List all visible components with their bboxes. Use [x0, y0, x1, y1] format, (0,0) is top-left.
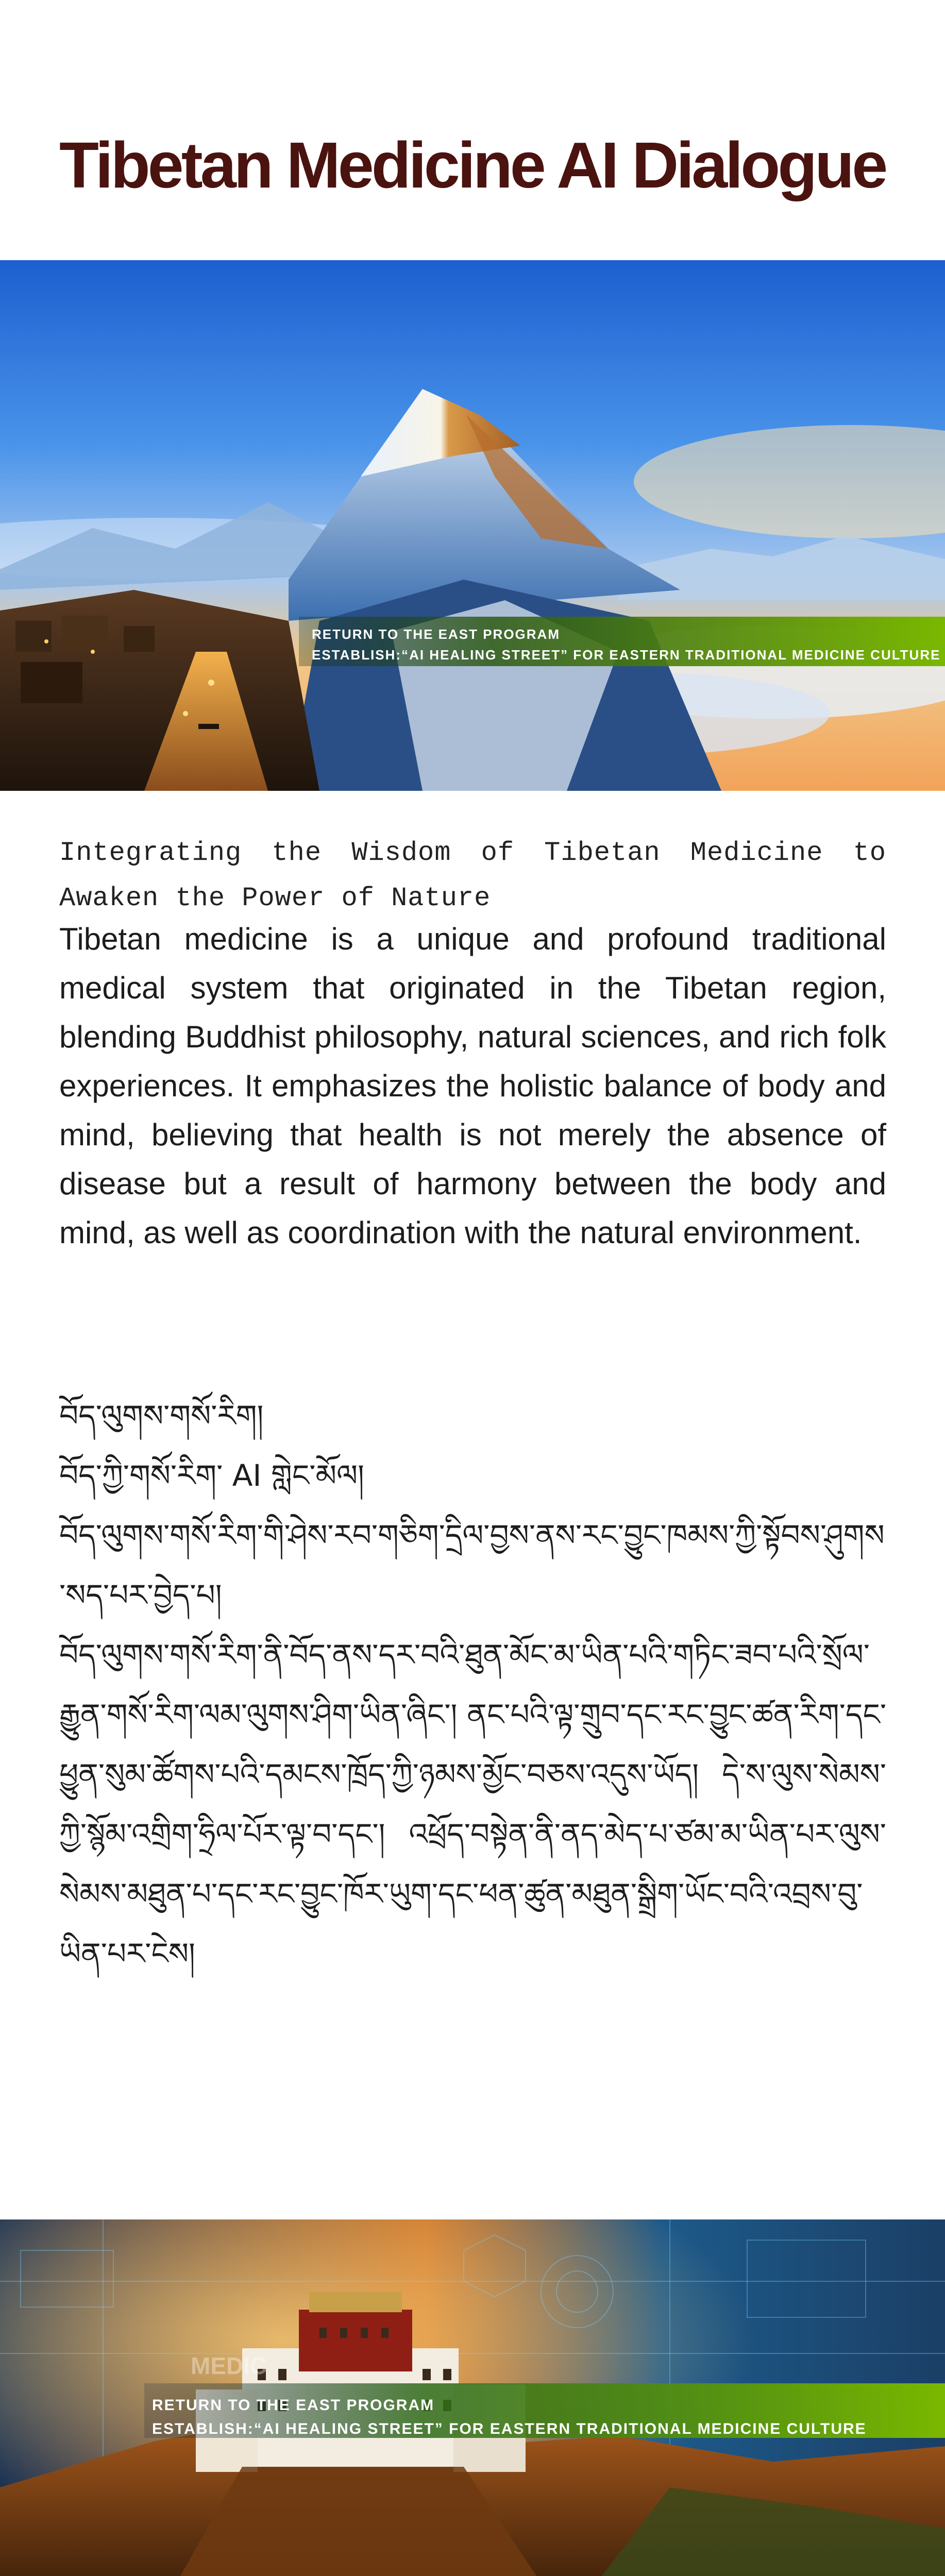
tibetan-title: བོད་ལུགས་གསོ་རིག།: [59, 1398, 264, 1433]
banner-ghost-text: MEDIC: [191, 2352, 267, 2379]
hero-banner-palace: [0, 2219, 945, 2576]
banner-establish-line: ESTABLISH:“AI HEALING STREET” FOR EASTERN TRADITIONAL MEDICINE CULTURE: [312, 647, 941, 663]
tibetan-body: བོད་ལུགས་གསོ་རིག་ནི་བོད་ནས་དར་བའི་ཐུན་མོང་མ་ཡིན་པའི་གཏིང་ཟབ་པའི་སྲོལ་རྒྱུན་གསོ་རིག་ལམ་ལུགས་ཤིག་ཡིན་ཞིང་། ནང་པའི་ལྟ་གྲུབ་དང་རང་བྱུང་ཚན་རིག་དང་ཕྱུན་སུམ་ཚོགས་པའི་དམངས་ཁྲོད་ཀྱི་ཉམས་མྱོང་བཅས་འདུས་ཡོད། དེ་ས་ལུས་སེམས་ཀྱི་སྙོམ་འགྲིག་ཧྲིལ་པོར་ལྟ་བ་དང་། འཕྲོད་བསྟེན་ནི་ནད་མེད་པ་ཙམ་མ་ཡིན་པར་ལུས་སེམས་མཐུན་པ་དང་རང་བྱུང་ཁོར་ཡུག་དང་ཕན་ཚུན་མཐུན་སྒྲིག་ཡོང་བའི་འབྲས་བུ་ཡིན་པར་ངེས།: [59, 1637, 886, 1971]
banner-program-title: RETURN TO THE EAST PROGRAM: [152, 2397, 435, 2414]
banner-program-title: RETURN TO THE EAST PROGRAM: [312, 626, 560, 642]
tibetan-subtitle: བོད་ཀྱི་གསོ་རིག་ AI གླེང་མོལ།: [59, 1458, 364, 1493]
english-body: Tibetan medicine is a unique and profound traditional medical system that originated in the Tibetan region, blending Buddhist philosophy, natural sciences, and rich folk experiences. It emphasizes the holistic balance of body and mind, believing that health is not merely the absence of disease but a result of harmony between the body and mind, as well as coordination with the natural environment.: [59, 922, 886, 1250]
hero-banner-mountain: [0, 260, 945, 791]
tibetan-text-block: [59, 1386, 886, 1984]
tibetan-heading: བོད་ལུགས་གསོ་རིག་གི་ཤེས་རབ་གཅིག་དྲིལ་བྱས་ནས་རང་བྱུང་ཁམས་ཀྱི་སྟོབས་ཤུགས་སད་པར་བྱེད་པ།: [59, 1518, 885, 1613]
banner-establish-line: ESTABLISH:“AI HEALING STREET” FOR EASTERN TRADITIONAL MEDICINE CULTURE: [152, 2420, 867, 2437]
page-title: Tibetan Medicine AI Dialogue: [59, 129, 886, 201]
mountain-landscape-image: [0, 260, 945, 791]
english-heading: Integrating the Wisdom of Tibetan Medicine to Awaken the Power of Nature: [59, 838, 886, 913]
